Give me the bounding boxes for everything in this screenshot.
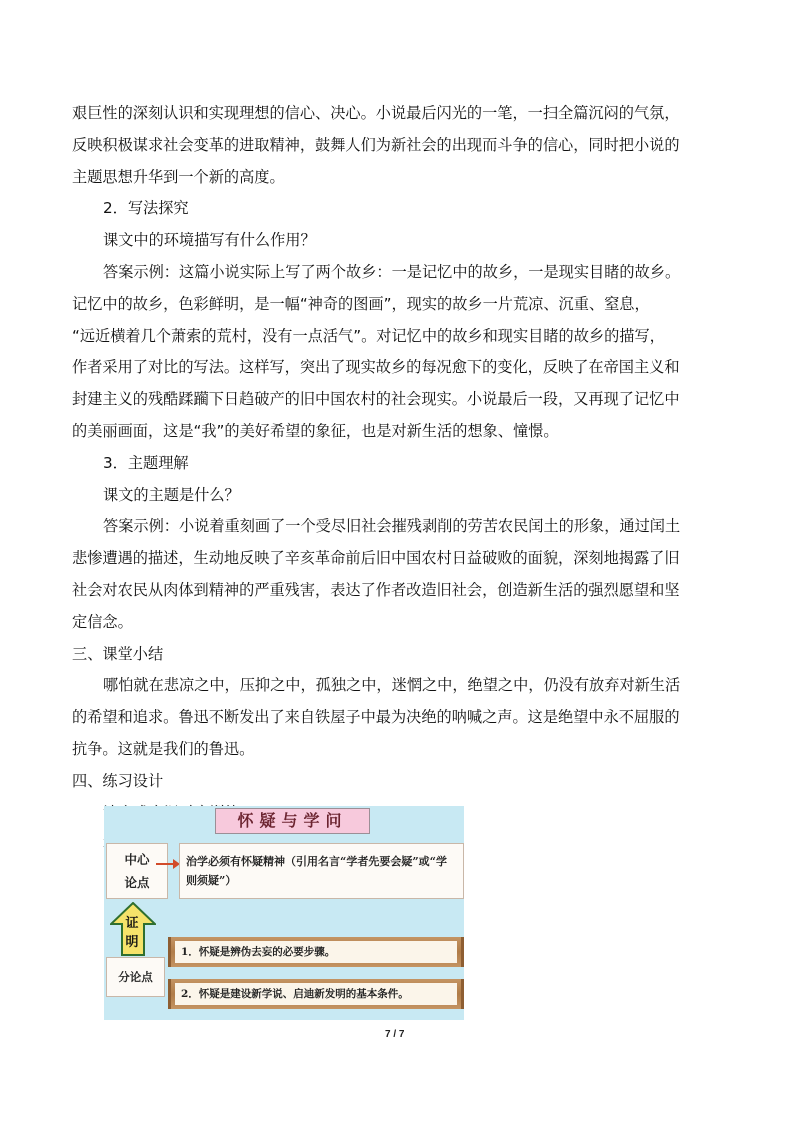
center-argument-label xyxy=(106,843,168,899)
board-design-figure xyxy=(104,806,464,1020)
sub-point-1: 1．怀疑是辨伪去妄的必要步骤。 xyxy=(175,941,457,963)
proof-label-char-2: 明 xyxy=(125,935,139,950)
text-line: 3．主题理解 xyxy=(103,453,189,472)
page-number: 7 / 7 xyxy=(385,1029,405,1040)
text-line: 社会对农民从肉体到精神的严重残害，表达了作者改造旧社会，创造新生活的强烈愿望和坚 xyxy=(72,580,680,599)
text-line: 答案示例：这篇小说实际上写了两个故乡：一是记忆中的故乡，一是现实目睹的故乡。 xyxy=(103,262,681,281)
text-line: 三、课堂小结 xyxy=(72,644,164,663)
board-title: 怀疑与学问 xyxy=(215,808,370,834)
text-line: 封建主义的残酷蹂躏下日趋破产的旧中国农村的社会现实。小说最后一段，又再现了记忆中 xyxy=(72,390,680,409)
text-line: 课文中的环境描写有什么作用？ xyxy=(103,231,316,250)
center-argument-text: 治学必须有怀疑精神（引用名言“学者先要会疑”或“学则须疑”） xyxy=(179,843,464,899)
text-line: 悲惨遭遇的描述，生动地反映了辛亥革命前后旧中国农村日益破败的面貌，深刻地揭露了旧 xyxy=(72,549,680,568)
proof-label-char-1: 证 xyxy=(125,916,139,931)
proof-label xyxy=(120,914,144,952)
text-line: 定信念。 xyxy=(72,612,133,631)
text-line: 课文的主题是什么？ xyxy=(103,485,240,504)
document-body xyxy=(72,98,713,861)
text-line: 2．写法探究 xyxy=(103,199,189,218)
text-line: 主题思想升华到一个新的高度。 xyxy=(72,167,285,186)
text-line: 四、练习设计 xyxy=(72,771,164,790)
center-label-line-2: 论点 xyxy=(124,875,150,890)
text-line: 反映积极谋求社会变革的进取精神，鼓舞人们为新社会的出现而斗争的信心，同时把小说的 xyxy=(72,135,680,154)
text-line: 记忆中的故乡，色彩鲜明，是一幅“神奇的图画”，现实的故乡一片荒凉、沉重、窒息， xyxy=(72,294,650,313)
text-line: 抗争。这就是我们的鲁迅。 xyxy=(72,739,255,758)
sub-point-strip xyxy=(168,937,464,967)
sub-argument-label: 分论点 xyxy=(106,957,165,997)
text-line: 答案示例：小说着重刻画了一个受尽旧社会摧残剥削的劳苦农民闰土的形象，通过闰土 xyxy=(103,517,681,536)
text-line: 作者采用了对比的写法。这样写，突出了现实故乡的每况愈下的变化，反映了在帝国主义和 xyxy=(72,358,680,377)
center-label-line-1: 中心 xyxy=(124,852,150,867)
sub-point-strip xyxy=(168,979,464,1009)
text-line: 哪怕就在悲凉之中，压抑之中，孤独之中，迷惘之中，绝望之中，仍没有放弃对新生活 xyxy=(103,676,681,695)
sub-point-2: 2．怀疑是建设新学说、启迪新发明的基本条件。 xyxy=(175,983,457,1005)
text-line: “远近横着几个萧索的荒村，没有一点活气”。对记忆中的故乡和现实目睹的故乡的描写， xyxy=(72,326,665,345)
text-line: 艰巨性的深刻认识和实现理想的信心、决心。小说最后闪光的一笔，一扫全篇沉闷的气氛， xyxy=(72,104,680,122)
text-line: 的美丽画面，这是“我”的美好希望的象征，也是对新生活的想象、憧憬。 xyxy=(72,421,559,440)
text-line: 的希望和追求。鲁迅不断发出了来自铁屋子中最为决绝的呐喊之声。这是绝望中永不屈服的 xyxy=(72,708,680,727)
